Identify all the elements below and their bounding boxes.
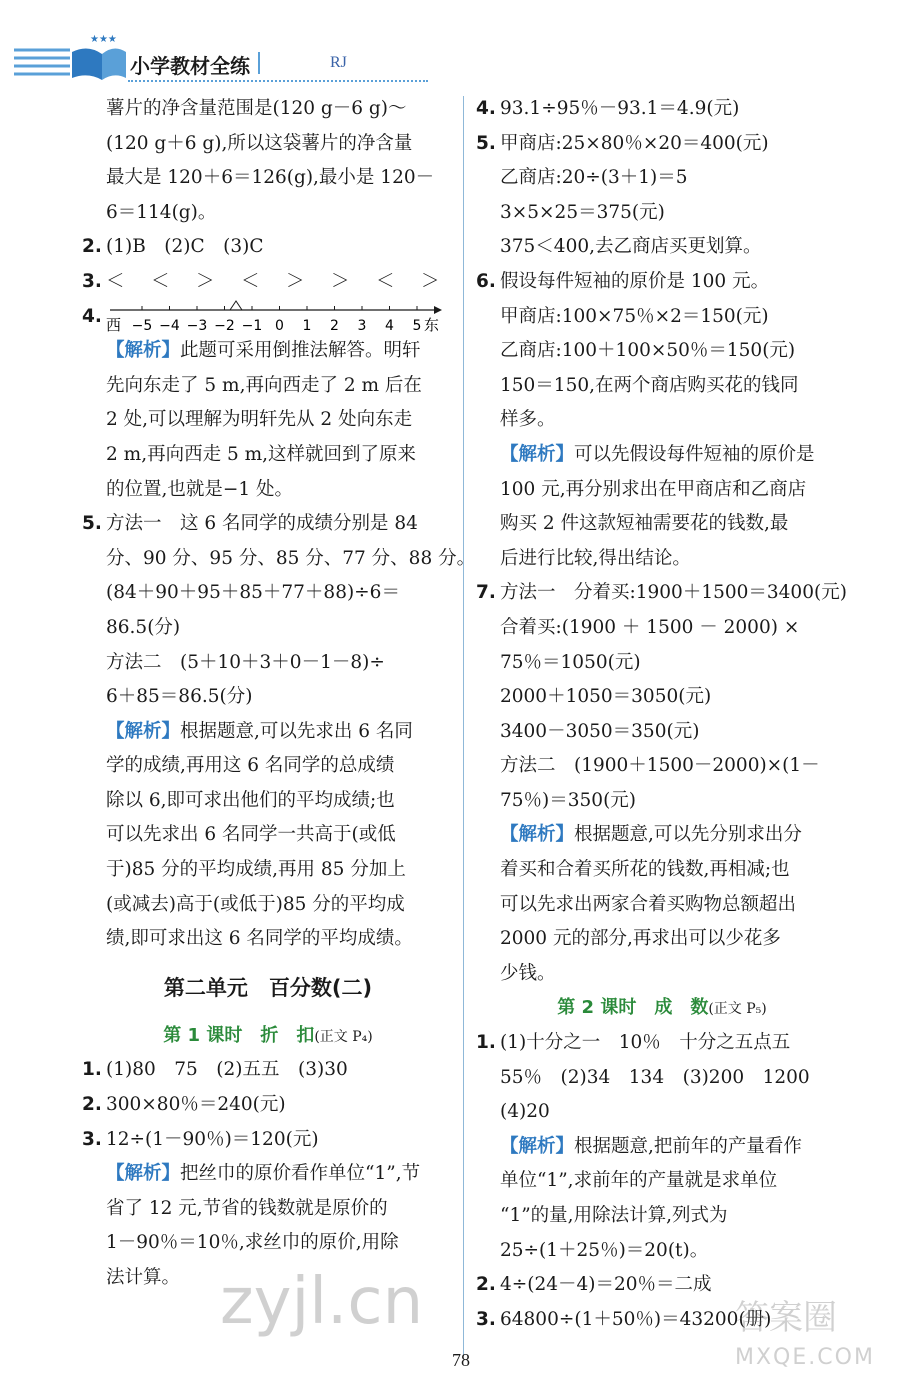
answer-text: 64800÷(1＋50％)＝43200(册) bbox=[500, 1308, 772, 1330]
answer-line: 86.5(分) bbox=[106, 616, 181, 638]
lesson2-question-3 bbox=[476, 1303, 848, 1338]
analysis-text: 此题可采用倒推法解答。明轩 bbox=[180, 340, 421, 362]
answer-line: 3×5×25＝375(元) bbox=[500, 201, 665, 223]
answer-line: 6＋85＝86.5(分) bbox=[106, 686, 253, 708]
answer-text: (1)80 75 (2)五五 (3)30 bbox=[106, 1059, 348, 1081]
answer-line: (84＋90＋95＋85＋77＋88)÷6＝ bbox=[106, 582, 400, 604]
number-line-tick-label: 3 bbox=[357, 317, 367, 334]
lesson-ref: (正文 P₅) bbox=[708, 1001, 767, 1018]
question-4 bbox=[82, 300, 454, 335]
answer-line: 375＜400,去乙商店买更划算。 bbox=[500, 236, 762, 258]
question-number: 2. bbox=[82, 236, 102, 258]
analysis-line bbox=[82, 1157, 454, 1192]
question-number: 4. bbox=[82, 305, 102, 327]
continued-line: (120 g＋6 g),所以这袋薯片的净含量 bbox=[106, 132, 413, 154]
analysis-line bbox=[476, 438, 848, 473]
question-number: 1. bbox=[476, 1032, 496, 1054]
lesson-ref: (正文 P₄) bbox=[314, 1028, 373, 1045]
analysis-tag: 【解析】 bbox=[500, 443, 575, 465]
lesson2-question-1 bbox=[476, 1026, 848, 1061]
analysis-line: 先向东走了 5 m,再向西走了 2 m 后在 bbox=[106, 374, 422, 396]
answer-text: (1)十分之一 10％ 十分之五点五 bbox=[500, 1032, 791, 1054]
analysis-line bbox=[476, 1130, 848, 1165]
answer-line: 3400－3050＝350(元) bbox=[500, 720, 700, 742]
question-number: 7. bbox=[476, 582, 496, 604]
east-label: 东 bbox=[424, 315, 440, 334]
question-number: 1. bbox=[82, 1059, 102, 1081]
analysis-tag: 【解析】 bbox=[106, 720, 181, 742]
analysis-tag: 【解析】 bbox=[500, 1135, 575, 1157]
analysis-line: 25÷(1＋25％)＝20(t)。 bbox=[500, 1239, 709, 1261]
lesson-title bbox=[82, 1019, 454, 1054]
question-number: 5. bbox=[476, 132, 496, 154]
column-divider bbox=[463, 96, 464, 1356]
analysis-line: 100 元,再分别求出在甲商店和乙商店 bbox=[500, 478, 807, 500]
question-4 bbox=[476, 92, 848, 127]
header-dotted-line bbox=[128, 80, 428, 82]
question-2 bbox=[82, 230, 454, 265]
answer-text: 假设每件短袖的原价是 100 元。 bbox=[500, 270, 770, 292]
analysis-tag: 【解析】 bbox=[106, 340, 181, 362]
answer-text: 12÷(1－90％)＝120(元) bbox=[106, 1128, 319, 1150]
answer-text: 方法一 这 6 名同学的成绩分别是 84 bbox=[106, 513, 418, 535]
question-number: 3. bbox=[82, 270, 102, 292]
answer-line: 55％ (2)34 134 (3)200 1200 bbox=[500, 1066, 810, 1088]
analysis-line: 可以先求出两家合着买购物总额超出 bbox=[500, 893, 797, 915]
question-5 bbox=[476, 127, 848, 162]
page-header bbox=[0, 0, 900, 90]
lesson1-question-1 bbox=[82, 1053, 454, 1088]
lesson1-question-2 bbox=[82, 1088, 454, 1123]
answer-line: 乙商店:100＋100×50％＝150(元) bbox=[500, 340, 796, 362]
question-7 bbox=[476, 576, 848, 611]
answer-text: 93.1÷95％－93.1＝4.9(元) bbox=[500, 98, 740, 119]
answer-line: 合着买:(1900 ＋ 1500 － 2000) × bbox=[500, 616, 800, 638]
analysis-line: 省了 12 元,节省的钱数就是原价的 bbox=[106, 1197, 388, 1219]
number-line-tick-label: 1 bbox=[302, 317, 312, 334]
watermark-corner-bottom: MXQE.COM bbox=[735, 1345, 875, 1370]
number-line bbox=[106, 300, 446, 336]
analysis-line: (或减去)高于(或低于)85 分的平均成 bbox=[106, 893, 405, 915]
answer-line: (4)20 bbox=[500, 1101, 550, 1123]
question-6 bbox=[476, 265, 848, 300]
analysis-line: 于)85 分的平均成绩,再用 85 分加上 bbox=[106, 859, 406, 881]
question-number: 2. bbox=[476, 1274, 496, 1296]
page-number: 78 bbox=[452, 1350, 470, 1370]
answer-line: 150＝150,在两个商店购买花的钱同 bbox=[500, 374, 799, 396]
question-number: 5. bbox=[82, 513, 102, 535]
analysis-line: 可以先求出 6 名同学一共高于(或低 bbox=[106, 824, 396, 846]
number-line-tick-label: −4 bbox=[159, 317, 180, 334]
analysis-line bbox=[82, 715, 454, 750]
question-number: 2. bbox=[82, 1094, 102, 1116]
answer-line: 方法二 (5＋10＋3＋0－1－8)÷ bbox=[106, 651, 385, 673]
header-title: 小学教材全练 bbox=[130, 54, 250, 78]
question-number: 4. bbox=[476, 98, 496, 119]
answer-line: 2000＋1050＝3050(元) bbox=[500, 686, 712, 708]
analysis-text: 把丝巾的原价看作单位“1”,节 bbox=[180, 1163, 421, 1185]
question-5 bbox=[82, 507, 454, 542]
analysis-line bbox=[476, 818, 848, 853]
west-label: 西 bbox=[106, 315, 122, 334]
lesson-title bbox=[476, 991, 848, 1026]
analysis-line: 法计算。 bbox=[106, 1267, 181, 1288]
lesson-name: 第 2 课时 成 数 bbox=[557, 997, 709, 1019]
answer-text: ＜ ＜ ＞ ＜ ＞ ＞ ＜ ＞ bbox=[106, 270, 444, 292]
continued-line: 最大是 120＋6＝126(g),最小是 120－ bbox=[106, 167, 435, 189]
analysis-line: 2 m,再向西走 5 m,这样就回到了原来 bbox=[106, 443, 417, 465]
analysis-line: 购买 2 件这款短袖需要花的钱数,最 bbox=[500, 513, 789, 535]
header-code: RJ bbox=[330, 54, 347, 71]
analysis-line: 着买和合着买所花的钱数,再相减;也 bbox=[500, 859, 790, 881]
answer-text: 300×80％＝240(元) bbox=[106, 1094, 286, 1116]
analysis-line: 1－90％＝10％,求丝巾的原价,用除 bbox=[106, 1232, 399, 1254]
analysis-tag: 【解析】 bbox=[500, 824, 575, 846]
question-number: 6. bbox=[476, 270, 496, 292]
analysis-text: 根据题意,把前年的产量看作 bbox=[574, 1135, 802, 1157]
number-line-tick-label: −5 bbox=[131, 317, 153, 334]
analysis-line: 后进行比较,得出结论。 bbox=[500, 547, 691, 569]
number-line-tick-label: 4 bbox=[385, 317, 394, 334]
analysis-line: 2 处,可以理解为明轩先从 2 处向东走 bbox=[106, 409, 413, 431]
analysis-text: 可以先假设每件短袖的原价是 bbox=[574, 443, 815, 465]
analysis-line: 单位“1”,求前年的产量就是求单位 bbox=[500, 1170, 778, 1192]
right-column bbox=[476, 92, 848, 1337]
answer-line: 甲商店:100×75％×2＝150(元) bbox=[500, 305, 769, 327]
watermark-corner-top: 答案圈 bbox=[735, 1298, 837, 1338]
answer-line: 75％)＝350(元) bbox=[500, 789, 637, 811]
question-number: 3. bbox=[82, 1128, 102, 1150]
analysis-line: 的位置,也就是−1 处。 bbox=[106, 478, 294, 500]
answer-line: 分、90 分、95 分、85 分、77 分、88 分。 bbox=[106, 547, 476, 569]
answer-text: 甲商店:25×80％×20＝400(元) bbox=[500, 132, 769, 154]
left-column bbox=[82, 92, 476, 1296]
number-line-tick-label: −3 bbox=[186, 317, 208, 334]
question-number: 3. bbox=[476, 1308, 496, 1330]
analysis-line: 少钱。 bbox=[500, 962, 556, 984]
analysis-line: “1”的量,用除法计算,列式为 bbox=[500, 1205, 728, 1226]
analysis-line: 除以 6,即可求出他们的平均成绩;也 bbox=[106, 789, 395, 811]
answer-line: 75％＝1050(元) bbox=[500, 651, 641, 673]
header-separator bbox=[258, 52, 260, 74]
answer-text: (1)B (2)C (3)C bbox=[106, 236, 264, 258]
analysis-line bbox=[82, 334, 454, 369]
lesson2-question-2 bbox=[476, 1268, 848, 1303]
number-line-tick-label: 2 bbox=[330, 317, 339, 334]
answer-line: 乙商店:20÷(3＋1)＝5 bbox=[500, 167, 688, 189]
analysis-line: 学的成绩,再用这 6 名同学的总成绩 bbox=[106, 755, 395, 777]
watermark-center: zyjl.cn bbox=[220, 1265, 424, 1339]
svg-text:★★★: ★★★ bbox=[90, 34, 117, 45]
number-line-tick-label: −2 bbox=[214, 317, 235, 334]
number-line-tick-label: −1 bbox=[241, 317, 263, 334]
question-3 bbox=[82, 265, 454, 300]
number-line-tick-label: 5 bbox=[412, 317, 422, 334]
answer-line: 方法二 (1900＋1500－2000)×(1－ bbox=[500, 755, 820, 777]
number-line-tick-label: 0 bbox=[275, 317, 284, 334]
analysis-text: 根据题意,可以先分别求出分 bbox=[574, 824, 802, 846]
answer-text: 4÷(24－4)＝20％＝二成 bbox=[500, 1274, 712, 1296]
section-title: 第二单元 百分数(二) bbox=[163, 975, 373, 1000]
analysis-line: 绩,即可求出这 6 名同学的平均成绩。 bbox=[106, 928, 413, 950]
continued-line: 6＝114(g)。 bbox=[106, 201, 217, 223]
answer-line: 样多。 bbox=[500, 409, 556, 431]
continued-line: 薯片的净含量范围是(120 g－6 g)～ bbox=[106, 98, 407, 119]
answer-text: 方法一 分着买:1900＋1500＝3400(元) bbox=[500, 582, 847, 604]
analysis-text: 根据题意,可以先求出 6 名同 bbox=[180, 720, 413, 742]
analysis-line: 2000 元的部分,再求出可以少花多 bbox=[500, 928, 781, 950]
lesson1-question-3 bbox=[82, 1123, 454, 1158]
lesson-name: 第 1 课时 折 扣 bbox=[163, 1024, 315, 1046]
analysis-tag: 【解析】 bbox=[106, 1163, 181, 1185]
